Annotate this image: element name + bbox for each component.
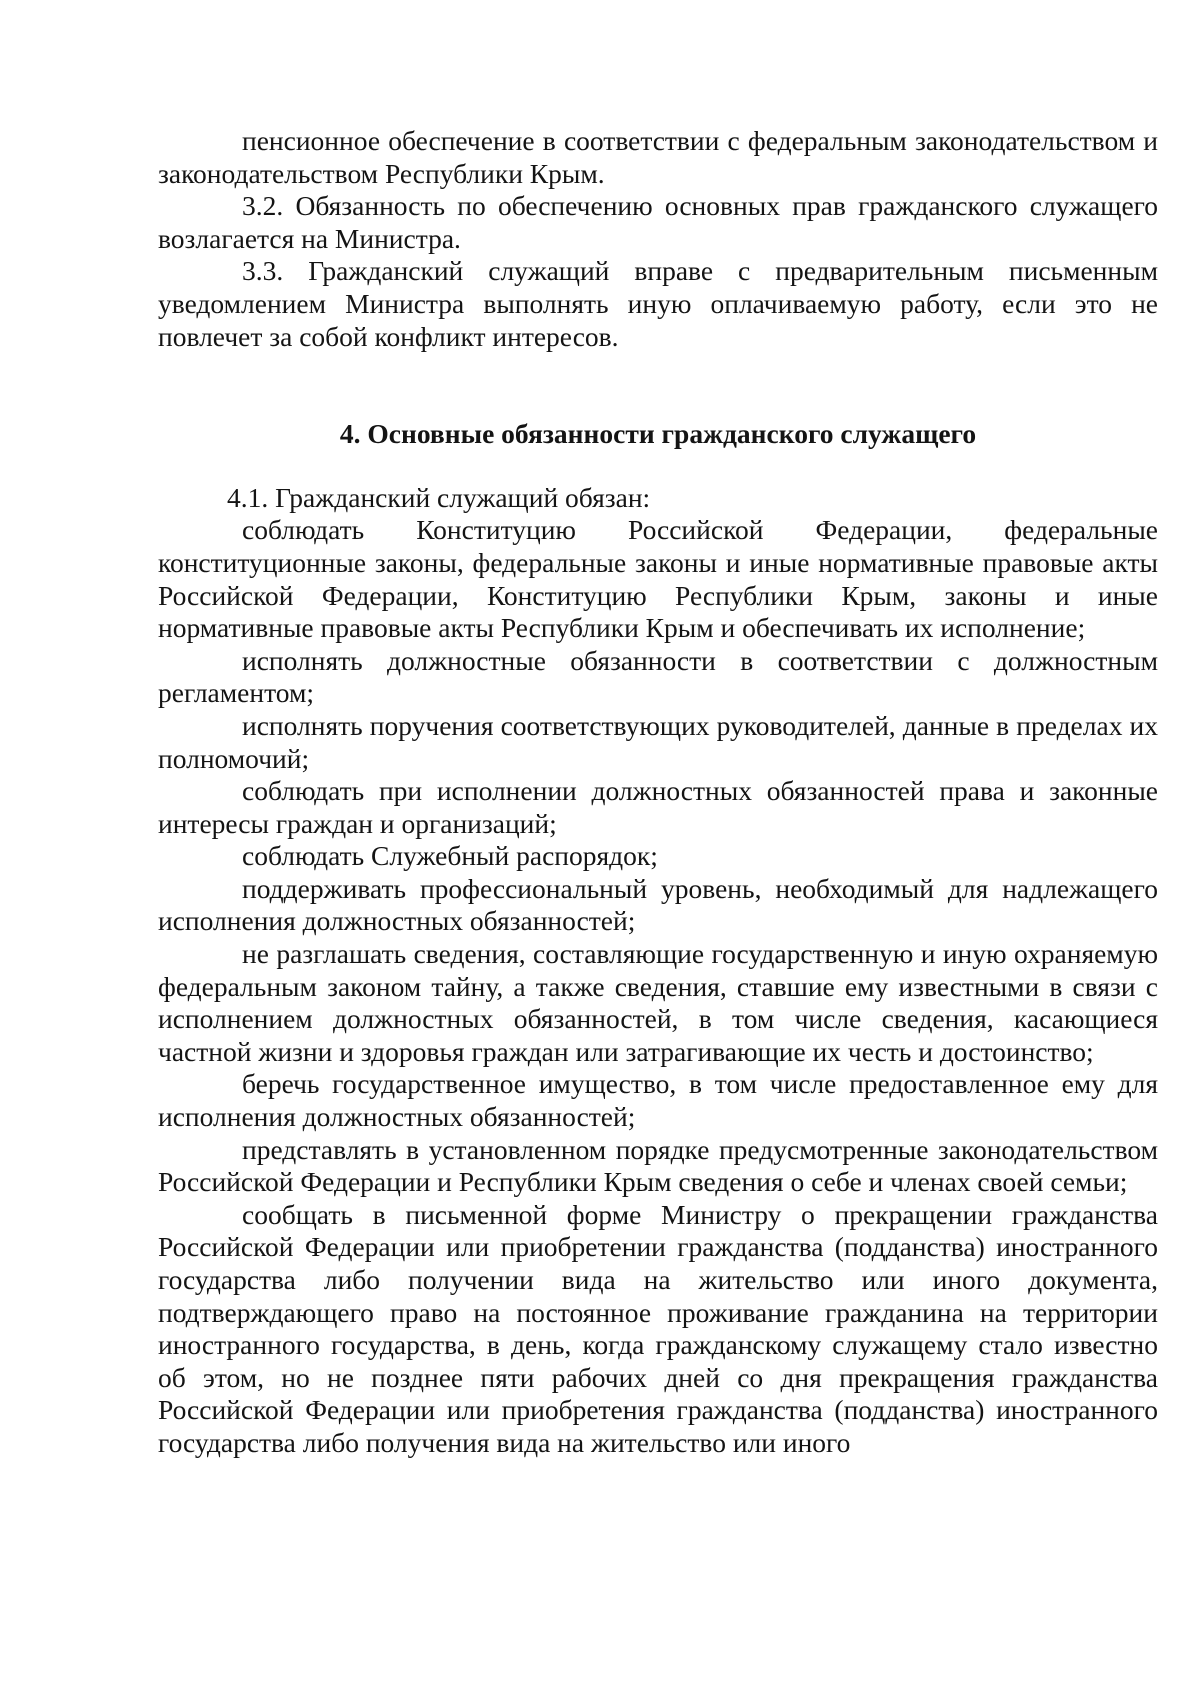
document-body	[158, 125, 1158, 1460]
clause-4-1-intro: 4.1. Гражданский служащий обязан:	[227, 481, 651, 513]
paragraph-3-2: 3.2. Обязанность по обеспечению основных прав гражданского служащего возлагается на Министра.	[158, 190, 1158, 254]
duty-item: соблюдать Конституцию Российской Федерации, федеральные конституционные законы, федеральные законы и иные нормативные правовые акты Российской Федерации, Конституцию Республики Крым, законы и иные нормативные правовые акты Республики Крым и обеспечивать их исполнение;	[158, 514, 1158, 644]
duty-item: соблюдать Служебный распорядок;	[242, 840, 658, 872]
duty-item: представлять в установленном порядке предусмотренные законодательством Российской Федерации и Республики Крым сведения о себе и членах своей семьи;	[158, 1133, 1158, 1198]
paragraph-3-3: 3.3. Гражданский служащий вправе с предварительным письменным уведомлением Министра выполнять иную оплачиваемую работу, если это не повлечет за собой конфликт интересов.	[158, 255, 1158, 352]
duty-item: беречь государственное имущество, в том числе предоставленное ему для исполнения должностных обязанностей;	[158, 1068, 1158, 1133]
duty-item: сообщать в письменной форме Министру о прекращении гражданства Российской Федерации или приобретении гражданства (подданства) иностранного государства либо получении вида на жительство или иного документа, подтверждающего право на постоянное проживание гражданина на территории иностранного государства, в день, когда гражданскому служащему стало известно об этом, но не позднее пяти рабочих дней со дня прекращения гражданства Российской Федерации или приобретения гражданства (подданства) иностранного государства либо получения вида на жительство или иного	[158, 1198, 1158, 1458]
duty-item: не разглашать сведения, составляющие государственную и иную охраняемую федеральным законом тайну, а также сведения, ставшие ему известными в связи с исполнением должностных обязанностей, в том числе сведения, касающиеся частной жизни и здоровья граждан или затрагивающие их честь и достоинство;	[158, 938, 1158, 1067]
duty-item: исполнять поручения соответствующих руководителей, данные в пределах их полномочий;	[158, 709, 1158, 774]
heading-spacer	[158, 451, 1158, 482]
section-heading: 4. Основные обязанности гражданского служащего	[339, 418, 977, 450]
paragraph-pension: пенсионное обеспечение в соответствии с федеральным законодательством и законодательством Республики Крым.	[158, 125, 1158, 189]
duty-item: соблюдать при исполнении должностных обязанностей права и законные интересы граждан и организаций;	[158, 775, 1158, 839]
duty-item: поддерживать профессиональный уровень, необходимый для надлежащего исполнения должностных обязанностей;	[158, 872, 1158, 937]
section-spacer	[158, 353, 1158, 418]
duty-item: исполнять должностные обязанности в соответствии с должностным регламентом;	[158, 644, 1158, 709]
